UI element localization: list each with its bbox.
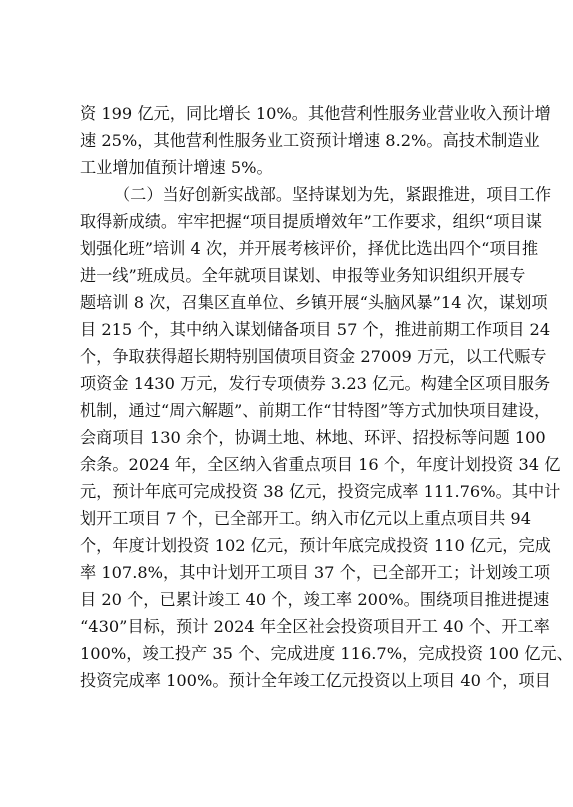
text-line: 速 25%，其他营利性服务业工资预计增速 8.2%。高技术制造业	[80, 131, 540, 150]
text-line: 题培训 8 次，召集区直单位、乡镇开展“头脑风暴”14 次，谋划项	[80, 293, 548, 312]
text-line: 会商项目 130 余个，协调土地、林地、环评、招投标等问题 100	[80, 428, 546, 447]
text-line: 目 215 个，其中纳入谋划储备项目 57 个，推进前期工作项目 24	[80, 320, 551, 339]
text-line: 元，预计年底可完成投资 38 亿元，投资完成率 111.76%。其中计	[80, 482, 561, 501]
text-line: 划强化班”培训 4 次，并开展考核评价，择优比选出四个“项目推	[80, 239, 539, 258]
text-line: 机制，通过“周六解题”、前期工作“甘特图”等方式加快项目建设，	[80, 401, 551, 420]
text-line: 项资金 1430 万元，发行专项债券 3.23 亿元。构建全区项目服务	[80, 374, 551, 393]
text-line: 进一线”班成员。全年就项目谋划、申报等业务知识组织开展专	[80, 266, 526, 285]
text-line: 余条。2024 年，全区纳入省重点项目 16 个，年度计划投资 34 亿	[80, 455, 561, 474]
text-line: 投资完成率 100%。预计全年竣工亿元投资以上项目 40 个，项目	[80, 671, 551, 690]
text-line: 取得新成绩。牢牢把握“项目提质增效年”工作要求，组织“项目谋	[80, 212, 542, 231]
text-line: 个，争取获得超长期特别国债项目资金 27009 万元，以工代赈专	[80, 347, 547, 366]
text-line: 资 199 亿元，同比增长 10%。其他营利性服务业营业收入预计增	[80, 104, 551, 123]
text-line: “430”目标，预计 2024 年全区社会投资项目开工 40 个、开工率	[80, 617, 550, 636]
text-line: 100%，竣工投产 35 个、完成进度 116.7%，完成投资 100 亿元、	[80, 644, 573, 663]
text-line: 工业增加值预计增速 5%。	[80, 158, 273, 177]
text-line: 目 20 个，已累计竣工 40 个，竣工率 200%。围绕项目推进提速	[80, 590, 550, 609]
text-line: 个，年度计划投资 102 亿元，预计年底完成投资 110 亿元，完成	[80, 536, 551, 555]
document-body	[80, 100, 573, 694]
section-heading-line: （二）当好创新实战部。坚持谋划为先，紧跟推进，项目工作	[114, 185, 552, 204]
text-line: 划开工项目 7 个，已全部开工。纳入市亿元以上重点项目共 94	[80, 509, 532, 528]
text-line: 率 107.8%，其中计划开工项目 37 个，已全部开工；计划竣工项	[80, 563, 551, 582]
